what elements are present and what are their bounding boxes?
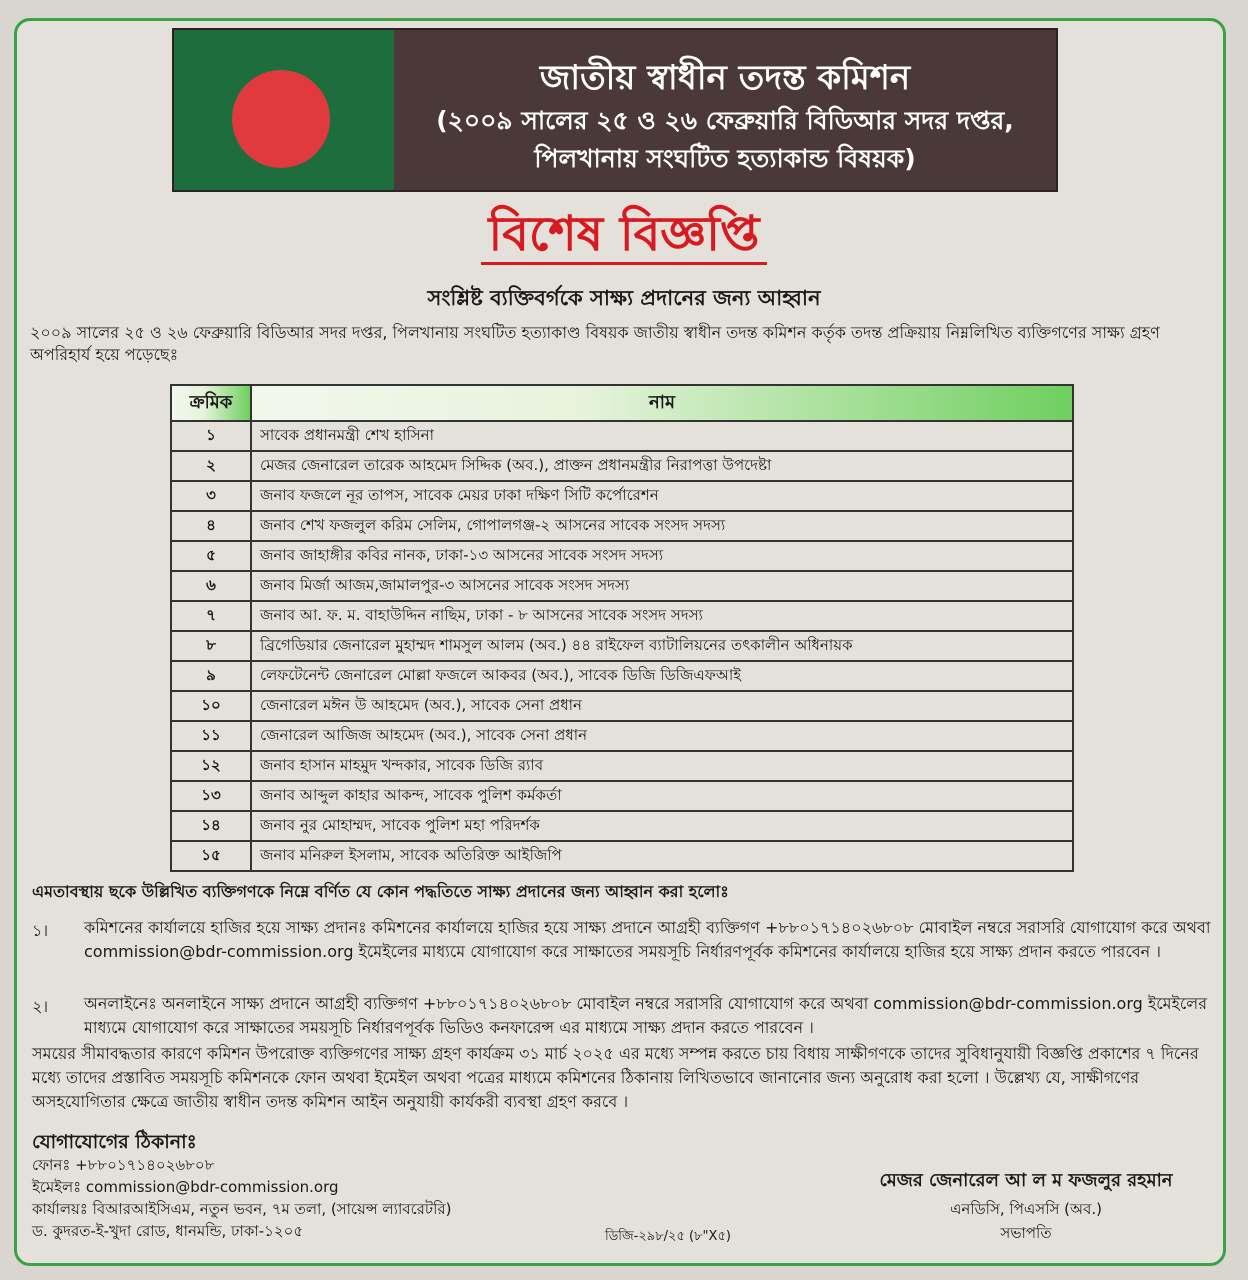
subtitle-line-1: (২০০৯ সালের ২৫ ও ২৬ ফেব্রুয়ারি বিডিআর সদর দপ্তর, — [436, 106, 1014, 135]
row-number: ৭ — [171, 601, 251, 631]
contact-heading: যোগাযোগের ঠিকানাঃ — [32, 1131, 197, 1153]
row-number: ১৪ — [171, 811, 251, 841]
table-row — [171, 841, 1073, 871]
method-1-text: কমিশনের কার্যালয়ে হাজির হয়ে সাক্ষ্য প্রদানঃ কমিশনের কার্যালয়ে হাজির হয়ে সাক্ষ্য প্রদানে আগ্রহী ব্যক্তিগণ +৮৮০১৭১৪০২৬৮০৮ মোবাইল নম্বরে সরাসরি যোগাযোগ করে অথবা commission@bdr-commission.org ইমেইলের মাধ্যমে যোগাযোগ করে সাক্ষাতের সময়সূচি নির্ধারণপূর্বক কমিশনের কার্যালয়ে হাজির হয়ে সাক্ষ্য প্রদান করতে পারবেন । — [84, 918, 1211, 961]
row-name: জনাব মির্জা আজম,জামালপুর-৩ আসনের সাবেক সংসদ সদস্য — [251, 571, 1073, 601]
row-number: ৬ — [171, 571, 251, 601]
signatory-name: মেজর জেনারেল আ ল ম ফজলুর রহমান — [879, 1170, 1173, 1191]
row-number: ১০ — [171, 691, 251, 721]
method-2-text: অনলাইনেঃ অনলাইনে সাক্ষ্য প্রদানে আগ্রহী ব্যক্তিগণ +৮৮০১৭১৪০২৬৮০৮ মোবাইল নম্বরে সরাসরি যোগাযোগ করে অথবা commission@bdr-commission.org ইমেইলের মাধ্যমে যোগাযোগ করে সাক্ষাতের সময়সূচি নির্ধারণপূর্বক ভিডিও কনফারেন্স এর মাধ্যমে সাক্ষ্য প্রদান করতে পারবেন । — [84, 994, 1207, 1037]
table-row — [171, 451, 1073, 481]
row-name: জনাব আ. ফ. ম. বাহাউদ্দিন নাছিম, ঢাকা - ৮ আসনের সাবেক সংসদ সদস্য — [251, 601, 1073, 631]
closing-paragraph: সময়ের সীমাবদ্ধতার কারণে কমিশন উপরোক্ত ব্যক্তিগণের সাক্ষ্য গ্রহণ কার্যক্রম ৩১ মার্চ ২০২৫ এর মধ্যে সম্পন্ন করতে চায় বিধায় সাক্ষীগণকে তাদের সুবিধানুযায়ী বিজ্ঞপ্তি প্রকাশের ৭ দিনের মধ্যে তাদের প্রস্তাবিত সময়সূচি কমিশনকে ফোন অথবা ইমেইল অথবা পত্রের মাধ্যমে কমিশনের ঠিকানায় লিখিতভাবে জানানোর জন্য অনুরোধ করা হলো । উল্লেখ্য যে, সাক্ষীগণের অসহযোগিতার ক্ষেত্রে জাতীয় স্বাধীন তদন্ত কমিশন আইন অনুযায়ী কার্যকরী ব্যবস্থা গ্রহণ করবে । — [32, 1044, 1199, 1111]
contact-office: কার্যালয়ঃ বিআরআইসিএম, নতুন ভবন, ৭ম তলা, (সায়েন্স ল্যাবরেটরি) — [32, 1200, 452, 1218]
table-row — [171, 601, 1073, 631]
flag-red-disc — [232, 70, 330, 168]
row-name: ব্রিগেডিয়ার জেনারেল মুহাম্মদ শামসুল আলম (অব.) ৪৪ রাইফেল ব্যাটালিয়নের তৎকালীন অধিনায়ক — [251, 631, 1073, 661]
signatory-title: সভাপতি — [1000, 1224, 1052, 1242]
row-number: ৮ — [171, 631, 251, 661]
witness-table — [170, 384, 1074, 872]
method-2-number: ২। — [32, 997, 49, 1016]
contact-phone: ফোনঃ +৮৮০১৭১৪০২৬৮০৮ — [32, 1156, 215, 1174]
row-name: জনাব মনিরুল ইসলাম, সাবেক অতিরিক্ত আইজিপি — [251, 841, 1073, 871]
table-row — [171, 781, 1073, 811]
column-serial: ক্রমিক — [171, 385, 251, 421]
contact-road: ড. কুদরত-ই-খুদা রোড, ধানমন্ডি, ঢাকা-১২০৫ — [32, 1222, 304, 1240]
row-number: ১ — [171, 421, 251, 451]
row-name: জনাব আব্দুল কাহার আকন্দ, সাবেক পুলিশ কর্মকর্তা — [251, 781, 1073, 811]
row-name: জেনারেল আজিজ আহমেদ (অব.), সাবেক সেনা প্রধান — [251, 721, 1073, 751]
table-header-row — [171, 385, 1073, 421]
notice-intro: ২০০৯ সালের ২৫ ও ২৬ ফেব্রুয়ারি বিডিআর সদর দপ্তর, পিলখানায় সংঘটিত হত্যাকাণ্ড বিষয়ক জাতীয় স্বাধীন তদন্ত কমিশন কর্তৃক তদন্ত প্রক্রিয়ায় নিম্নলিখিত ব্যক্তিগণের সাক্ষ্য গ্রহণ অপরিহার্য হয়ে পড়েছেঃ — [30, 323, 1160, 364]
row-number: ১১ — [171, 721, 251, 751]
special-notice-headline — [0, 198, 1248, 277]
method-1-number: ১। — [32, 921, 49, 940]
row-name: জনাব নুর মোহাম্মদ, সাবেক পুলিশ মহা পরিদর্শক — [251, 811, 1073, 841]
row-number: ১৫ — [171, 841, 251, 871]
table-row — [171, 721, 1073, 751]
column-name: নাম — [251, 385, 1073, 421]
signatory-credentials: এনডিসি, পিএসসি (অব.) — [949, 1200, 1102, 1218]
table-row — [171, 571, 1073, 601]
table-row — [171, 481, 1073, 511]
table-row — [171, 811, 1073, 841]
commission-subtitle — [404, 102, 1046, 178]
row-number: ৪ — [171, 511, 251, 541]
header-banner — [172, 28, 1058, 192]
row-number: ২ — [171, 451, 251, 481]
table-row — [171, 691, 1073, 721]
reference-code: ডিজি-২৯৮/২৫ (৮"X৫) — [605, 1229, 731, 1244]
methods-intro: এমতাবস্থায় ছকে উল্লিখিত ব্যক্তিগণকে নিম্নে বর্ণিত যে কোন পদ্ধতিতে সাক্ষ্য প্রদানের জন্য আহ্বান করা হলোঃ — [32, 882, 729, 901]
row-name: মেজর জেনারেল তারেক আহমেদ সিদ্দিক (অব.), প্রাক্তন প্রধানমন্ত্রীর নিরাপত্তা উপদেষ্টা — [251, 451, 1073, 481]
row-name: লেফটেনেন্ট জেনারেল মোল্লা ফজলে আকবর (অব.), সাবেক ডিজি ডিজিএফআই — [251, 661, 1073, 691]
table-row — [171, 661, 1073, 691]
row-name: সাবেক প্রধানমন্ত্রী শেখ হাসিনা — [251, 421, 1073, 451]
table-row — [171, 511, 1073, 541]
headline-text: বিশেষ বিজ্ঞপ্তি — [481, 206, 768, 265]
row-number: ১৩ — [171, 781, 251, 811]
bangladesh-flag-icon — [174, 30, 394, 190]
row-name: জনাব ফজলে নূর তাপস, সাবেক মেয়র ঢাকা দক্ষিণ সিটি কর্পোরেশন — [251, 481, 1073, 511]
table-row — [171, 751, 1073, 781]
table-row — [171, 631, 1073, 661]
contact-email: ইমেইলঃ commission@bdr-commission.org — [32, 1178, 339, 1196]
row-number: ১২ — [171, 751, 251, 781]
table-row — [171, 421, 1073, 451]
row-name: জেনারেল মঈন উ আহমেদ (অব.), সাবেক সেনা প্রধান — [251, 691, 1073, 721]
table-row — [171, 541, 1073, 571]
commission-title: জাতীয় স্বাধীন তদন্ত কমিশন — [539, 58, 911, 98]
row-name: জনাব শেখ ফজলুল করিম সেলিম, গোপালগঞ্জ-২ আসনের সাবেক সংসদ সদস্য — [251, 511, 1073, 541]
row-number: ৯ — [171, 661, 251, 691]
row-number: ৫ — [171, 541, 251, 571]
notice-subheading: সংশ্লিষ্ট ব্যক্তিবর্গকে সাক্ষ্য প্রদানের জন্য আহ্বান — [427, 286, 821, 310]
subtitle-line-2: পিলখানায় সংঘটিত হত্যাকান্ড বিষয়ক) — [534, 144, 916, 173]
row-name: জনাব জাহাঙ্গীর কবির নানক, ঢাকা-১৩ আসনের সাবেক সংসদ সদস্য — [251, 541, 1073, 571]
row-name: জনাব হাসান মাহমুদ খন্দকার, সাবেক ডিজি র‍্যাব — [251, 751, 1073, 781]
row-number: ৩ — [171, 481, 251, 511]
